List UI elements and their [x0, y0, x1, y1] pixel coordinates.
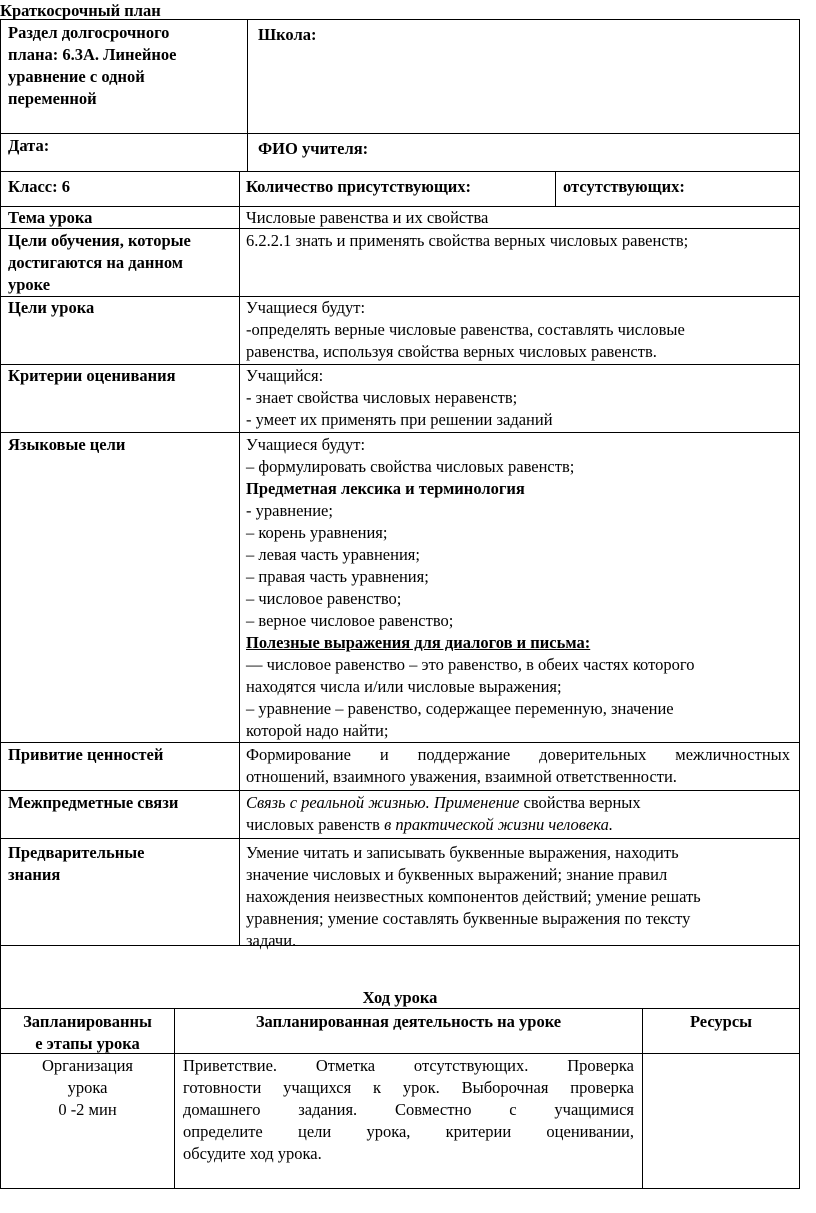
- teacher-label: ФИО учителя:: [258, 139, 369, 158]
- activity-header: Запланированная деятельность на уроке: [255, 1012, 562, 1031]
- topic-label: Тема урока: [8, 208, 93, 227]
- learning-goals-value: 6.2.2.1 знать и применять свойства верных числовых равенств;: [246, 231, 689, 250]
- stage1: Организация урока 0 -2 мин: [41, 1056, 133, 1119]
- lesson-goals-label: Цели урока: [8, 298, 95, 317]
- course-resources1-cell: [642, 1053, 800, 1189]
- cross-text: Связь с реальной жизнью. Применение свойства верных числовых равенств в практической жизни человека.: [246, 793, 641, 834]
- resources-header: Ресурсы: [689, 1012, 753, 1031]
- row-language-label: [0, 432, 240, 743]
- present-label: Количество присутствующих:: [246, 177, 472, 196]
- document-title: Краткосрочный план: [0, 1, 161, 20]
- values-text: Формирование и поддержание доверительных межличностных отношений, взаимного уважения, взаимной ответственности.: [246, 745, 790, 786]
- values-label: Привитие ценностей: [8, 745, 164, 764]
- language-text: Учащиеся будут: – формулировать свойства числовых равенств; Предметная лексика и терминология - уравнение; – корень уравнения; – левая часть уравнения; – правая часть уравнения; – числовое равенство; – верное числовое равенство; Полезные выражения для диалогов и письма: — числовое равенство – это равенство, в обеих частях которого находятся числа и/или числовые выражения; – уравнение – равенство, содержащее переменную, значение которой надо найти;: [246, 435, 695, 740]
- prior-text: Умение читать и записывать буквенные выражения, находить значение числовых и буквенных выражений; знание правил нахождения неизвестных компонентов действий; умение решать уравнения; умение составлять буквенные выражения по тексту задачи.: [246, 843, 701, 950]
- school-label: Школа:: [258, 25, 317, 44]
- learning-goals-label: Цели обучения, которые достигаются на данном уроке: [8, 231, 191, 294]
- section-label: Раздел долгосрочного плана: 6.3А. Линейное уравнение с одной переменной: [8, 23, 177, 108]
- criteria-text: Учащийся: - знает свойства числовых неравенств; - умеет их применять при решении заданий: [246, 366, 553, 429]
- lesson-goals-text: Учащиеся будут: -определять верные числовые равенства, составлять числовые равенства, используя свойства верных числовых равенств.: [246, 298, 685, 361]
- absent-label: отсутствующих:: [563, 177, 685, 196]
- activity1: Приветствие. Отметка отсутствующих. Проверка готовности учащихся к урок. Выборочная проверка домашнего задания. Совместно с учащимися определите цели урока, критерии оценивании, обсудите ход урока.: [183, 1056, 634, 1163]
- topic-value: Числовые равенства и их свойства: [246, 208, 489, 227]
- vocab-heading: Предметная лексика и терминология: [246, 479, 525, 498]
- criteria-label: Критерии оценивания: [8, 366, 176, 385]
- stages-header: Запланированны е этапы урока: [23, 1012, 152, 1053]
- prior-label: Предварительные знания: [8, 843, 145, 884]
- cell-school: [247, 19, 800, 134]
- class-label: Класс: 6: [8, 177, 70, 196]
- date-label: Дата:: [8, 136, 50, 155]
- course-heading: Ход урока: [362, 988, 438, 1007]
- language-label: Языковые цели: [8, 435, 126, 454]
- cross-label: Межпредметные связи: [8, 793, 179, 812]
- phrases-heading: Полезные выражения для диалогов и письма:: [246, 633, 591, 652]
